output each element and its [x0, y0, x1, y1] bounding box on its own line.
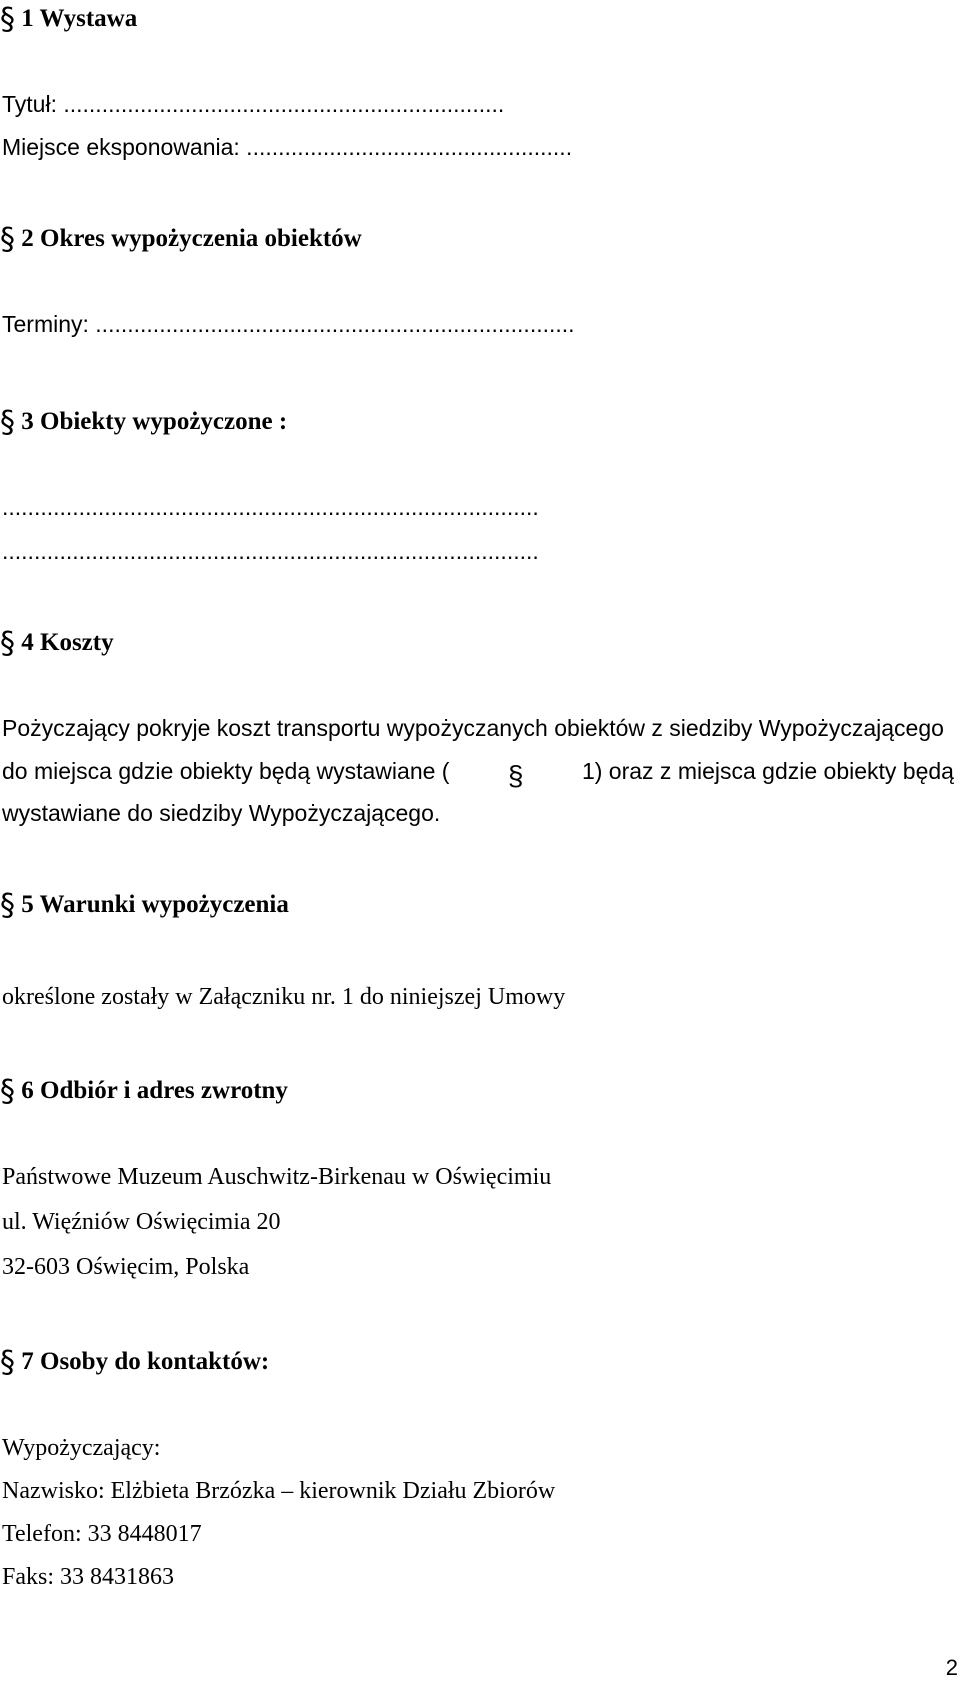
- section-title: 6 Odbiór i adres zwrotny: [21, 1077, 288, 1104]
- section-6-heading: [0, 1074, 288, 1109]
- section-1-heading: [0, 2, 138, 37]
- adres-line-3: 32-603 Oświęcim, Polska: [2, 1254, 250, 1280]
- section-title: 2 Okres wypożyczenia obiektów: [21, 225, 362, 252]
- kontakt-telefon: Telefon: 33 8448017: [2, 1521, 202, 1547]
- section-symbol: §: [0, 2, 15, 37]
- section-symbol: §: [0, 626, 15, 661]
- section-symbol: §: [0, 222, 15, 257]
- section-4-heading: [0, 626, 114, 661]
- koszty-line-1: [2, 717, 954, 740]
- kontakt-faks: Faks: 33 8431863: [2, 1564, 175, 1590]
- section-7-heading: [0, 1345, 270, 1380]
- koszty-line-2-start: do miejsca gdzie obiekty będą wystawiane (: [2, 758, 450, 784]
- obiekty-line-1: ....................................................................................: [2, 494, 539, 520]
- section-title: 5 Warunki wypożyczenia: [21, 891, 289, 918]
- section-symbol: §: [0, 1074, 15, 1109]
- field-terminy: Terminy: ...........................................................................: [2, 311, 575, 337]
- section-symbol: §: [507, 760, 524, 791]
- adres-line-2: ul. Więźniów Oświęcimia 20: [2, 1209, 281, 1235]
- section-symbol: §: [0, 405, 15, 440]
- section-2-heading: [0, 222, 362, 257]
- field-tytul: Tytuł: .....................................................................: [2, 91, 505, 117]
- koszty-line-2-end: 1) oraz z miejsca gdzie obiekty będą: [581, 758, 954, 784]
- section-title: 4 Koszty: [21, 629, 114, 656]
- section-title: 1 Wystawa: [21, 5, 138, 32]
- koszty-line-3: wystawiane do siedziby Wypożyczającego.: [2, 800, 441, 826]
- section-symbol: §: [0, 1345, 15, 1380]
- page-number: 2: [945, 1655, 958, 1680]
- section-5-heading: [0, 888, 289, 923]
- obiekty-line-2: ....................................................................................: [2, 538, 539, 564]
- adres-line-1: Państwowe Muzeum Auschwitz-Birkenau w Oświęcimiu: [2, 1164, 552, 1190]
- koszty-line-1-text: Pożyczający pokryje koszt transportu wypożyczanych obiektów z siedziby Wypożyczającego: [2, 715, 944, 741]
- kontakt-nazwisko: Nazwisko: Elżbieta Brzózka – kierownik Działu Zbiorów: [2, 1478, 556, 1504]
- kontakt-role: Wypożyczający:: [2, 1435, 161, 1461]
- section-title: 3 Obiekty wypożyczone :: [21, 408, 288, 435]
- section-title: 7 Osoby do kontaktów:: [21, 1348, 270, 1375]
- section-symbol: §: [0, 888, 15, 923]
- warunki-text: określone zostały w Załączniku nr. 1 do niniejszej Umowy: [2, 984, 566, 1010]
- section-3-heading: [0, 405, 288, 440]
- koszty-line-2: [2, 758, 954, 791]
- field-miejsce-eksponowania: Miejsce eksponowania: ...................................................: [2, 134, 573, 160]
